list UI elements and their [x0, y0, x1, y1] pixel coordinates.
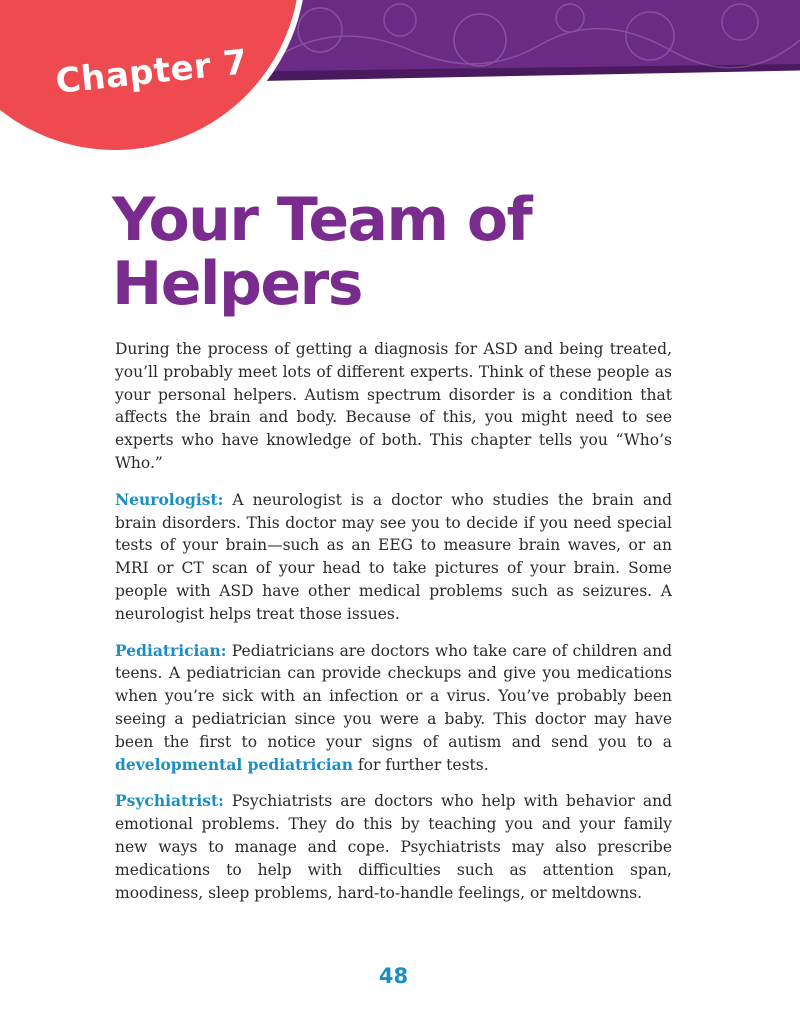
section-pediatrician [115, 640, 672, 777]
definition-pediatrician-end: for further tests. [357, 755, 489, 774]
body-content [115, 338, 672, 918]
definition-neurologist: A neurologist is a doctor who studies the brain and brain disorders. This doctor may see you to decide if you need special tests of your brain—such as an EEG to measure brain waves, or an MRI or CT scan of your head to take pictures of your brain. Some people with ASD have other medical problems such as seizures. A neurologist helps treat those issues. [115, 490, 672, 623]
definition-pediatrician: Pediatricians are doctors who take care of children and teens. A pediatrician can provide checkups and give you medications when you’re sick with an infection or a virus. You’ve probably been seeing a pediatrician since you were a baby. This doctor may have been the first to notice your signs of autism and send you to a [115, 641, 672, 751]
term-pediatrician: Pediatrician: [115, 640, 227, 660]
section-psychiatrist [115, 790, 672, 904]
title-line-1: Your Team of [112, 185, 532, 255]
definition-psychiatrist: Psychiatrists are doctors who help with behavior and emotional problems. They do this by teaching you and your family new ways to manage and cope. Psychiatrists may also prescribe medications to help with difficulties such as attention span, moodiness, sleep problems, hard-to-handle feelings, or meltdowns. [115, 792, 672, 902]
glossary-link-developmental-pediatrician[interactable]: developmental pediatrician [115, 754, 353, 774]
banner-pattern [280, 0, 800, 70]
page-number: 48 [378, 964, 409, 988]
term-psychiatrist: Psychiatrist: [115, 791, 224, 811]
section-neurologist [115, 489, 672, 626]
page-title [112, 185, 632, 319]
term-neurologist: Neurologist: [115, 489, 224, 509]
intro-paragraph: During the process of getting a diagnosis for ASD and being treated, you’ll probably meet lots of different experts. Think of these people as your personal helpers. Autism spectrum disorder is a condition that affects the brain and body. Because of this, you might need to see experts who have knowledge of both. This chapter tells you “Who’s Who.” [115, 340, 672, 472]
title-line-2: Helpers [112, 249, 362, 319]
chapter-label: Chapter 7 [53, 42, 250, 102]
